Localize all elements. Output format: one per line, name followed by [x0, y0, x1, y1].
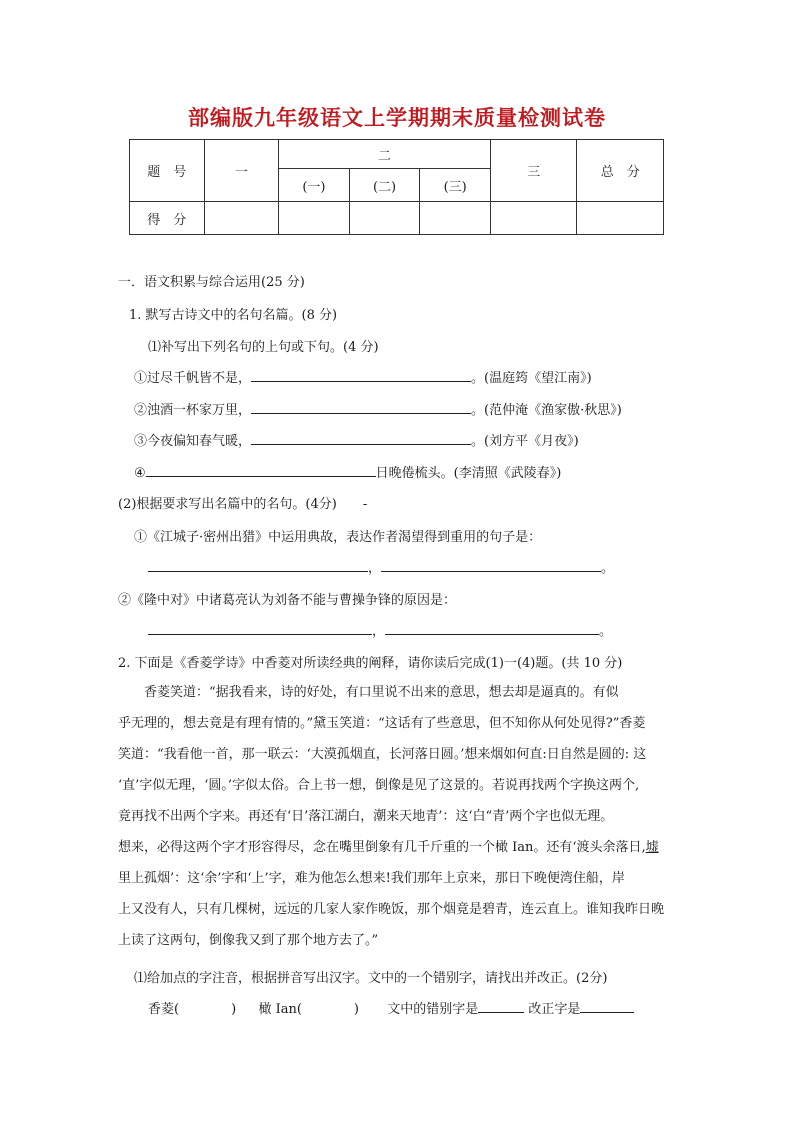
q1-part1: ⑴补写出下列名句的上句或下句。(4 分)	[148, 340, 379, 355]
q1-item-pre: ③今夜偏知春气暖，	[134, 434, 252, 449]
exam-title: 部编版九年级语文上学期期末质量检测试卷	[188, 106, 606, 130]
comma: ，	[368, 561, 382, 576]
period: 。	[601, 561, 615, 576]
answer-blank[interactable]	[146, 462, 376, 477]
col-header-3: 三	[491, 140, 577, 202]
passage-line: 里上孤烟’：这‘余’字和‘上’字，难为他怎么想来!我们那年上京来，那日下晚便湾住船，岸	[118, 871, 625, 886]
q1-item-post: 日晚倦梳头。(李清照《武陵春》)	[375, 466, 562, 481]
score-cell[interactable]	[577, 202, 664, 235]
question-number-label: 题 号	[130, 140, 205, 202]
q1-item-2	[134, 399, 622, 418]
q1-item-post: 。(温庭筠《望江南》)	[471, 371, 592, 386]
answer-blank[interactable]	[251, 430, 471, 445]
fill-correct-char-label: 改正字是	[528, 1002, 581, 1017]
passage-line: 竟再找不出两个字来。再还有‘日’落江湖白，潮来天地青’：这‘白“青’两个字也似无理。	[118, 809, 614, 824]
q1-item-3	[134, 430, 579, 449]
score-cell[interactable]	[491, 202, 577, 235]
comma: ，	[372, 624, 386, 639]
passage-line-6	[118, 832, 678, 863]
fill-xiangling: 香菱( )	[148, 1002, 237, 1017]
answer-blank[interactable]	[251, 367, 471, 382]
q1-part2: (2)根据要求写出名篇中的名句。(4分) -	[118, 497, 368, 512]
col-header-2-3: (三)	[420, 169, 491, 202]
answer-blank[interactable]	[580, 998, 634, 1013]
section1-heading: 一．语文积累与综合运用(25 分)	[118, 275, 305, 290]
total-label: 总 分	[577, 140, 664, 202]
q1-item-4	[134, 462, 561, 481]
passage-line: 香菱笑道：“据我看来，诗的好处，有口里说不出来的意思，想去却是逼真的。有似	[118, 685, 619, 700]
q2-stem: 2. 下面是《香菱学诗》中香菱对所读经典的阐释，请你读后完成(1)一(4)题。(共 10 分)	[118, 656, 623, 671]
answer-blank[interactable]	[385, 620, 599, 635]
score-label: 得 分	[130, 202, 205, 235]
fill-lan: 橄 Ian( )	[258, 1002, 359, 1017]
score-cell[interactable]	[349, 202, 420, 235]
period: 。	[599, 624, 613, 639]
col-header-2-1: (一)	[279, 169, 350, 202]
answer-blank[interactable]	[381, 557, 601, 572]
q1-item-1	[134, 367, 592, 386]
q1-item-post: 。(范仲淹《渔家傲·秋思》)	[471, 403, 622, 418]
q1-item-pre: ④	[134, 466, 146, 481]
passage-line: 上读了这两句，倒像我又到了那个地方去了。”	[118, 933, 379, 948]
col-header-2-2: (二)	[349, 169, 420, 202]
score-table	[129, 139, 664, 235]
score-cell[interactable]	[204, 202, 279, 235]
q1-sub2: ②《隆中对》中诸葛亮认为刘备不能与曹操争锋的原因是：	[118, 593, 457, 608]
answer-blank[interactable]	[148, 557, 368, 572]
col-header-2: 二	[279, 140, 491, 169]
score-cell[interactable]	[279, 202, 350, 235]
passage-line: 想来，必得这两个字才形容得尽，念在嘴里倒象有几千斤重的一个橄 Ian。还有‘渡头余落日,	[118, 840, 646, 855]
q1-item-pre: ②浊酒一杯家万里，	[134, 403, 252, 418]
q1-item-post: 。(刘方平《月夜》)	[471, 434, 579, 449]
fill-wrong-char-label: 文中的错别字是	[387, 1002, 479, 1017]
q2-passage	[118, 677, 678, 956]
answer-blank[interactable]	[251, 399, 471, 414]
q1-item-pre: ①过尽千帆皆不是，	[134, 371, 252, 386]
q1-sub2-answer	[148, 620, 612, 639]
answer-blank[interactable]	[478, 998, 524, 1013]
q1-sub1-answer	[148, 557, 614, 576]
passage-line: ‘直’字似无理，‘圆。’字似太俗。合上书一想，倒像是见了这景的。若说再找两个字换这两个,	[118, 778, 640, 793]
q2-sub1-fill	[148, 998, 634, 1017]
passage-line: 乎无理的，想去竟是有理有情的。”黛玉笑道：“这话有了些意思，但不知你从何处见得?”香菱	[118, 716, 646, 731]
col-header-1: 一	[204, 140, 279, 202]
q2-sub1: ⑴给加点的字注音，根据拼音写出汉字。文中的一个错别字，请找出并改正。(2分)	[134, 971, 608, 986]
score-cell[interactable]	[420, 202, 491, 235]
passage-line: 笑道：“我看他一首，那一联云：‘大漠孤烟直，长河落日圆。’想来烟如何直:日自然是圆的: 这	[118, 747, 647, 762]
passage-line: 上又没有人，只有几棵树，远远的几家人家作晚饭，那个烟竟是碧青，连云直上。谁知我昨日晚	[118, 902, 665, 917]
q1-sub1: ①《江城子·密州出猎》中运用典故，表达作者渴望得到重用的句子是：	[134, 530, 542, 545]
q1-stem: 1. 默写古诗文中的名句名篇。(8 分)	[129, 308, 338, 323]
underlined-char: 墟	[645, 840, 659, 855]
answer-blank[interactable]	[148, 620, 372, 635]
